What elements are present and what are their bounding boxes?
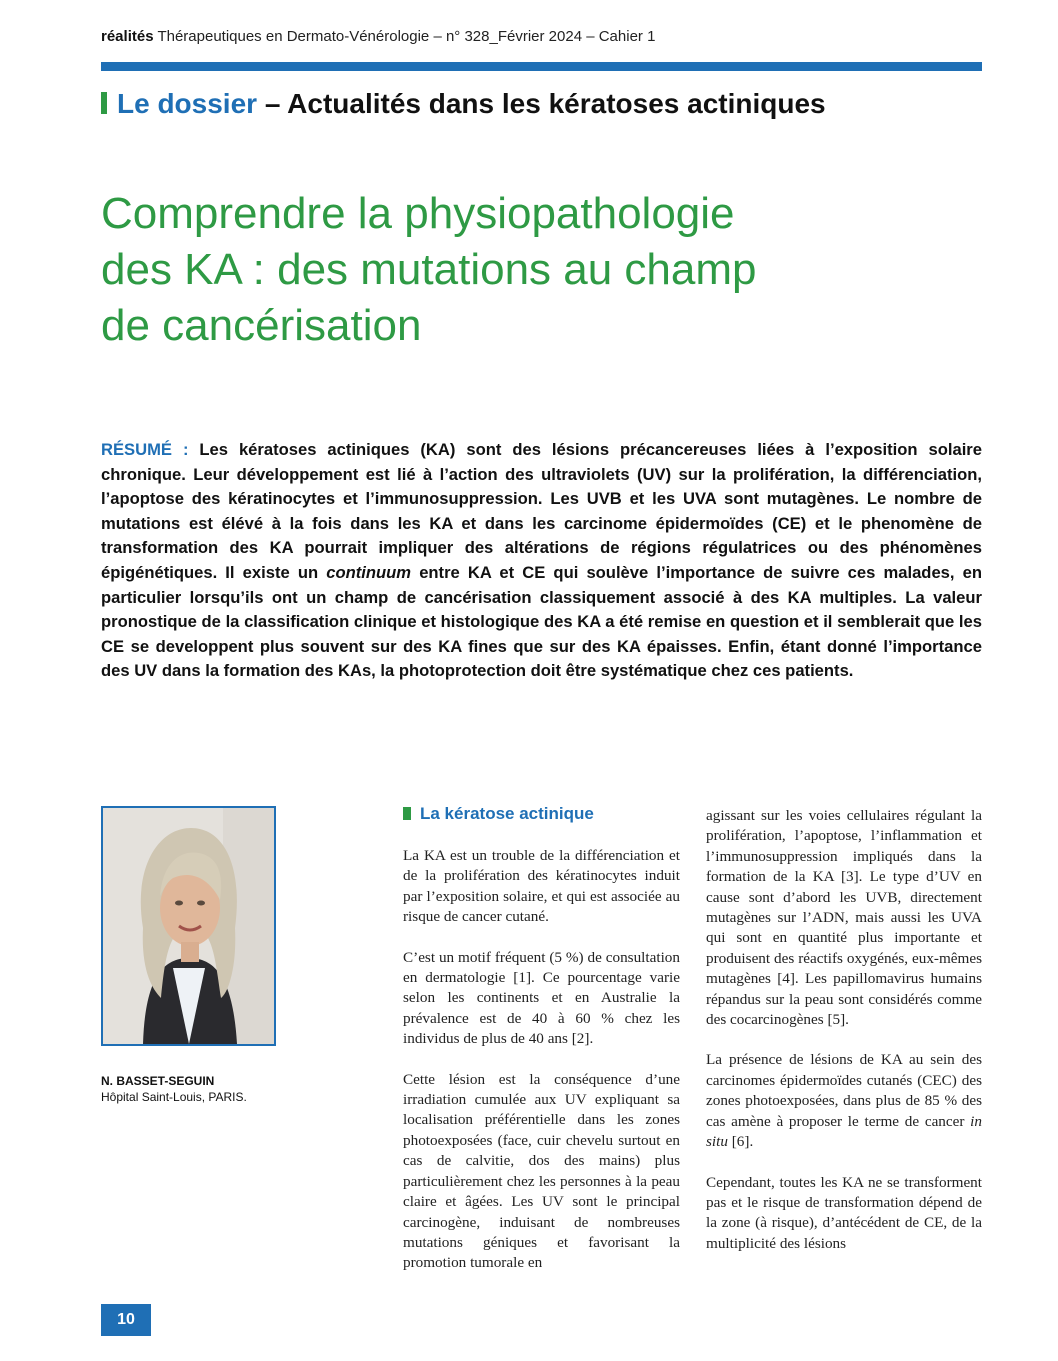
article-title — [101, 186, 961, 354]
paragraph: La KA est un trouble de la différenciation et de la prolifération des kératinocytes induit par l’exposition solaire, et qui est associée au risque de cancer cutané. — [403, 847, 680, 926]
body-column-1 — [403, 846, 680, 1294]
body-column-2 — [706, 806, 982, 1274]
paragraph — [706, 1050, 982, 1152]
section-heading-text: La kératose actinique — [420, 804, 594, 823]
title-line: Comprendre la physiopathologie — [101, 189, 735, 238]
page-number: 10 — [101, 1304, 151, 1336]
title-line: de cancérisation — [101, 301, 422, 350]
author-photo — [101, 806, 276, 1046]
abstract-italic: continuum — [326, 562, 412, 582]
dossier-heading — [101, 88, 826, 120]
paragraph-text: [6]. — [727, 1133, 754, 1151]
abstract-label: RÉSUMÉ : — [101, 440, 189, 459]
abstract-text: entre KA et CE qui soulève l’importance de suivre ces malades, en particulier lorsqu’ils ont un champ de cancérisation classiquement associé à des KA multiples. La valeur pronostique de la classification clinique et histologique des KA a été remise en question et il semblerait que les CE se developpent plus souvent sur des KA fines que sur des KA épaisses. Enfin, étant donné l’importance des UV dans la formation des KAs, la photoprotection doit être systématique chez ces patients. — [101, 562, 983, 681]
paragraph: C’est un motif fréquent (5 %) de consultation en dermatologie [1]. Ce pourcentage varie selon les continents et en Australie la prévalence est de 40 à 60 % chez les individus de plus de 40 ans [2]. — [403, 948, 680, 1048]
header-rule — [101, 62, 982, 71]
abstract-text: Les kératoses actiniques (KA) sont des lésions précancereuses liées à l’exposition solaire chronique. Leur développement est lié à l’action des ultraviolets (UV) sur la prolifération, la différenciation, l’apoptose des kératinocytes et l’immunosuppression. Les UVB et les UVA sont mutagènes. Le nombre de mutations est élévé à la fois dans les KA et dans les carcinome épidermoïdes (CE) et le phenomène de transformation des KA pourrait impliquer des altérations de régions régulatrices ou des phénomènes épigénétiques. Il existe un — [101, 440, 982, 582]
paragraph: agissant sur les voies cellulaires régulant la prolifération, l’apoptose, l’inflammation et l’immunosuppression impliqués dans la formation de la KA [3]. Le type d’UV en cause sont d’abord les UVB, directement mutagènes sur l’ADN, mais aussi les UVA qui sont en quantité plus importante et produisent des réactifs oxygénés, eux-mêmes mutagènes [4]. Les papillomavirus humains répandus sur la peau sont considérés comme des cocarcinogènes [5]. — [706, 807, 982, 1029]
author-affiliation: Hôpital Saint-Louis, PARIS. — [101, 1090, 247, 1104]
dossier-marker — [101, 92, 107, 114]
dossier-label: Le dossier — [117, 88, 258, 119]
dossier-subtitle: – Actualités dans les kératoses actiniques — [257, 88, 826, 119]
paragraph-text: La présence de lésions de KA au sein des carcinomes épidermoïdes cutanés (CEC) des zones photoexposées, dans plus de 85 % des cas amène à proposer le terme de cancer — [706, 1051, 982, 1130]
journal-name: réalités — [101, 28, 154, 45]
author-portrait-image — [103, 808, 274, 1044]
paragraph: Cependant, toutes les KA ne se transforment pas et le risque de transformation dépend de la zone (à risque), d’antécédent de CE, de la multiplicité des lésions — [706, 1173, 982, 1252]
paragraph: Cette lésion est la conséquence d’une irradiation cumulée aux UV expliquant sa localisation préférentielle dans les zones photoexposées (face, cuir chevelu surtout en cas de calvitie, dos des mains) plus particulièrement chez les personnes à la peau claire et âgées. Les UV sont le principal carcinogène, induisant de nombreuses mutations géniques et favorisant la promotion tumorale en — [403, 1070, 680, 1272]
section-marker — [403, 807, 411, 820]
author-name: N. BASSET-SEGUIN — [101, 1074, 215, 1088]
paragraph-italic: in situ — [706, 1112, 982, 1151]
journal-issue: Thérapeutiques en Dermato-Vénérologie – n° 328_Février 2024 – Cahier 1 — [153, 28, 656, 45]
section-heading — [403, 804, 594, 824]
title-line: des KA : des mutations au champ — [101, 245, 757, 294]
abstract — [101, 438, 982, 684]
running-header — [101, 28, 655, 45]
